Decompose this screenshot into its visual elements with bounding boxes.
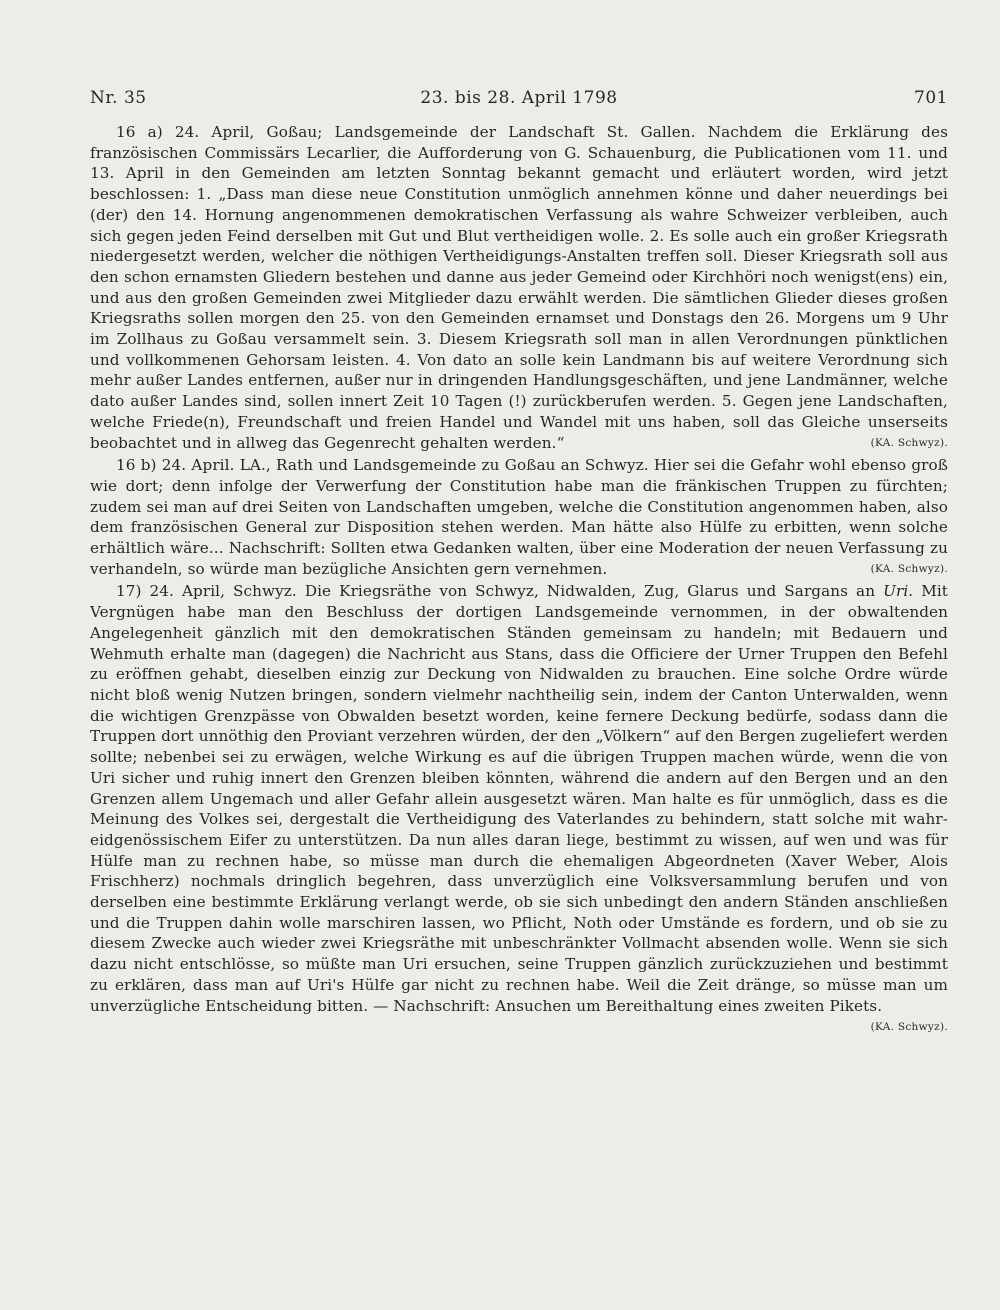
entry-17-text-rest: . Mit Vergnügen habe man den Beschluss der dortigen Landsgemeinde vernommen, in der obwaltenden Angelegenheit gänzlich mit den demokratischen Ständen gemeinsam zu handeln; mit Bedauern und Wehmuth erhalte man (dagegen) die Nachricht aus Stans, dass die Officiere der Urner Truppen den Befehl zu eröffnen gehabt, dieselben einzig zur Deckung von Nidwalden zu brauchen. Eine solche Ordre würde nicht bloß wenig Nutzen bringen, sondern vielmehr nachtheilig sein, indem der Canton Unterwalden, wenn die wichtigen Grenzpässe von Obwalden besetzt worden, keine fernere Deckung bedürfe, sodass dann die Truppen dort unnöthig den Proviant verzehren würden, der den „Völkern“ auf den Bergen zugeliefert werden sollte; nebenbei sei zu erwägen, welche Wirkung es auf die übrigen Truppen machen würde, wenn die von Uri sicher und ruhig innert den Grenzen bleiben könnten, während die andern auf den Bergen und an den Grenzen allem Ungemach und aller Gefahr allein ausgesetzt wären. Man halte es für unmöglich, dass es die Meinung des Volkes sei, dergestalt die Vertheidigung des Vaterlandes zu behindern, statt solche mit wahr-eidgenössischem Eifer zu unterstützen. Da nun alles daran liege, bestimmt zu wissen, auf wen und was für Hülfe man zu rechnen habe, so müsse man durch die ehemaligen Abgeordneten (Xaver Weber, Alois Frischherz) nochmals dringlich begehren, dass unverzüglich eine Volksversammlung berufen und von derselben eine bestimmte Erklärung verlangt werde, ob sie sich unbedingt den andern Ständen anschließen und die Truppen dahin wolle marschiren lassen, wo Pflicht, Noth oder Umstände es fordern, und ob sie zu diesem Zwecke auch wieder zwei Kriegsräthe mit unbeschränkter Vollmacht absenden wolle. Wenn sie sich dazu nicht entschlösse, so müßte man Uri ersuchen, seine Truppen gänzlich zurückzuziehen und bestimmt zu erklären, dass man auf Uri's Hülfe gar nicht zu rechnen habe. Weil die Zeit dränge, so müsse man um unverzügliche Entscheidung bitten. — Nachschrift: Ansuchen um Bereithaltung eines zweiten Pikets.: [90, 582, 949, 1015]
page-header: [90, 88, 948, 114]
entry-16b-text: 16 b) 24. April. LA., Rath und Landsgemeinde zu Goßau an Schwyz. Hier sei die Gefahr wohl ebenso groß wie dort; denn infolge der Verwerfung der Constitution habe man die fränkischen Truppen zu fürchten; zudem sei man auf drei Seiten von Landschaften umgeben, welche die Constitution angenommen haben, also dem französischen General zur Disposition stehen werden. Man hätte also Hülfe zu erbitten, wenn solche erhältlich wäre... Nachschrift: Sollten etwa Gedanken walten, über eine Moderation der neuen Verfassung zu verhandeln, so würde man bezügliche Ansichten gern vernehmen.: [90, 456, 948, 578]
page-number: 701: [914, 88, 948, 108]
entry-17-text-start: 17) 24. April, Schwyz. Die Kriegsräthe von Schwyz, Nidwalden, Zug, Glarus und Sargans an: [116, 582, 884, 601]
document-number: Nr. 35: [90, 88, 147, 108]
entry-16a-source: (KA. Schwyz).: [870, 436, 948, 449]
date-range-title: 23. bis 28. April 1798: [420, 88, 618, 108]
entry-17-source: (KA. Schwyz).: [870, 1021, 948, 1034]
entry-16a: [90, 122, 948, 453]
entry-16a-text: 16 a) 24. April, Goßau; Landsgemeinde der Landschaft St. Gallen. Nachdem die Erklärung des französischen Commissärs Lecarlier, die Aufforderung von G. Schauenburg, die Publicationen vom 11. und 13. April in den Gemeinden am letzten Sonntag bekannt gemacht und erläutert worden, wird jetzt beschlossen: 1. „Dass man diese neue Constitution unmöglich annehmen könne und daher neuerdings bei (der) den 14. Hornung angenommenen demokratischen Verfassung als wahre Schweizer verbleiben, auch sich gegen jeden Feind derselben mit Gut und Blut vertheidigen wolle. 2. Es solle auch ein großer Kriegsrath niedergesetzt werden, welcher die nöthigen Vertheidigungs-Anstalten treffen soll. Dieser Kriegsrath soll aus den schon ernamsten Gliedern bestehen und danne aus jeder Gemeind oder Kirchhöri noch wenigst(ens) ein, und aus den großen Gemeinden zwei Mitglieder dazu erwählt werden. Die sämtlichen Glieder dieses großen Kriegsraths sollen morgen den 25. von den Gemeinden ernamset und Donstags den 26. Morgens um 9 Uhr im Zollhaus zu Goßau versammelt sein. 3. Diesem Kriegsrath soll man in allen Verordnungen pünktlichen und vollkommenen Gehorsam leisten. 4. Von dato an solle kein Landmann bis auf weitere Verordnung sich mehr außer Landes entfernen, außer nur in dringenden Handlungsgeschäften, und jene Landmänner, welche dato außer Landes sind, sollen innert Zeit 10 Tagen (!) zurückberufen werden. 5. Gegen jene Landschaften, welche Friede(n), Freundschaft und freien Handel und Wandel mit uns haben, soll das Gleiche unserseits beobachtet und in allweg das Gegenrecht gehalten werden.“: [90, 123, 948, 452]
entry-17-recipient: Uri: [883, 582, 909, 601]
entry-16b: [90, 455, 948, 579]
entry-16b-source: (KA. Schwyz).: [870, 562, 948, 575]
entry-17: [90, 581, 948, 1016]
document-body: [90, 122, 948, 1036]
